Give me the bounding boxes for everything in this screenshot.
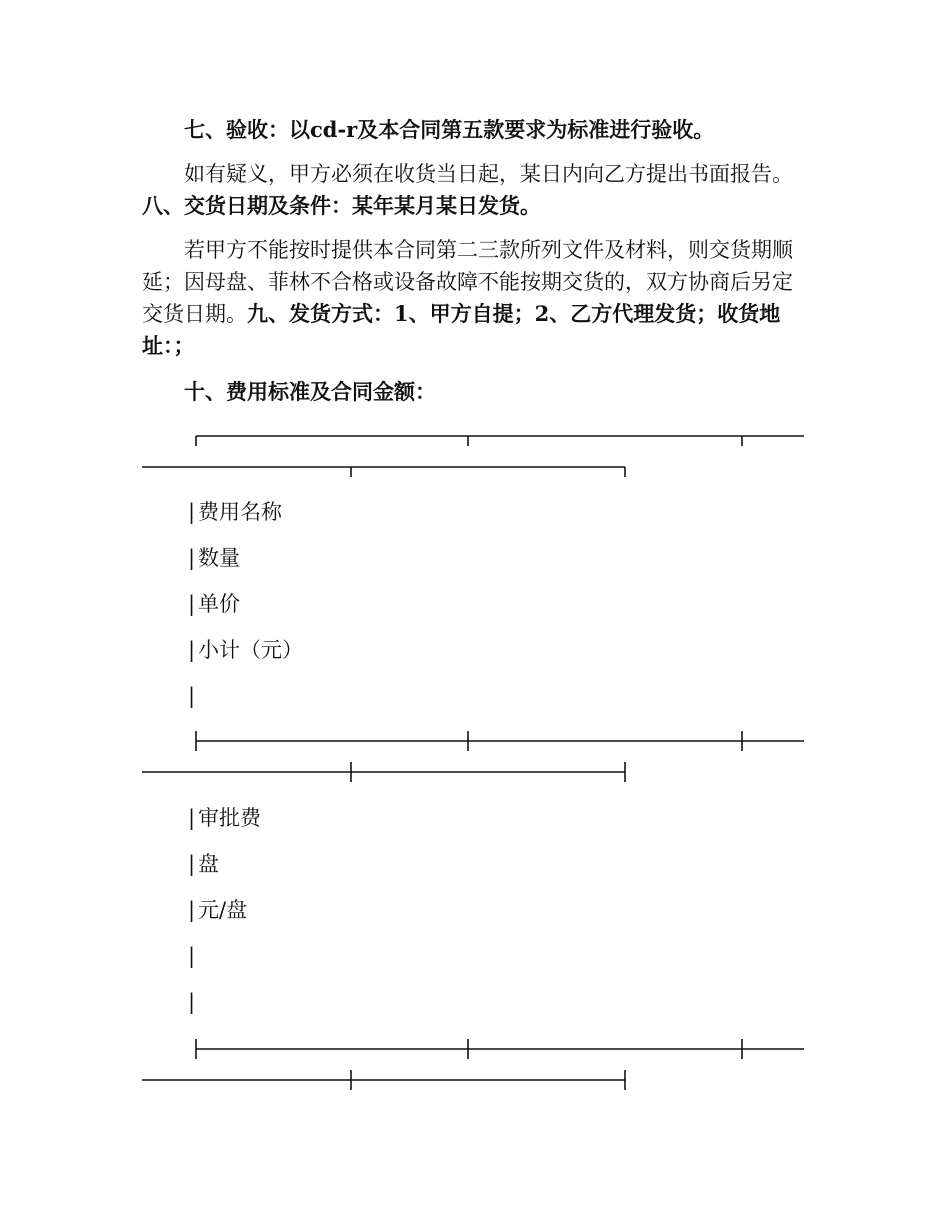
table-row-separator [0, 728, 950, 784]
table-header-cell: | 单价 [188, 592, 240, 616]
table-row-cell: | [188, 990, 196, 1014]
table-row-cell: | 元/盘 [188, 898, 248, 922]
table-header-cell: | 小计（元） [188, 638, 303, 662]
section-8-heading: 八、交货日期及条件：某年某月某日发货。 [142, 193, 541, 218]
section-7-body-text: 如有疑义，甲方必须在收货当日起，某日内向乙方提出书面报告。 [184, 162, 793, 186]
table-row-separator [0, 1036, 950, 1092]
section-7-body [142, 158, 806, 222]
section-7-heading: 七、验收：以cd-r及本合同第五款要求为标准进行验收。 [184, 117, 715, 142]
table-row-cell: | 审批费 [188, 806, 261, 830]
section-10-heading: 十、费用标准及合同金额： [184, 379, 436, 404]
table-top-border [0, 428, 950, 480]
section-9-heading: 九、发货方式：1、甲方自提；2、乙方代理发货；收货地址：； [142, 301, 781, 358]
section-8-body-text: 若甲方不能按时提供本合同第二三款所列文件及材料，则交货期顺延；因母盘、菲林不合格或设备故障不能按期交货的，双方协商后另定交货日期。 [142, 238, 793, 326]
table-header-cell: | 数量 [188, 546, 240, 570]
table-row-cell: | [188, 944, 196, 968]
table-header-cell: | [188, 684, 196, 708]
table-header-cell: | 费用名称 [188, 500, 282, 524]
table-row-cell: | 盘 [188, 852, 219, 876]
section-8-body [142, 234, 806, 362]
